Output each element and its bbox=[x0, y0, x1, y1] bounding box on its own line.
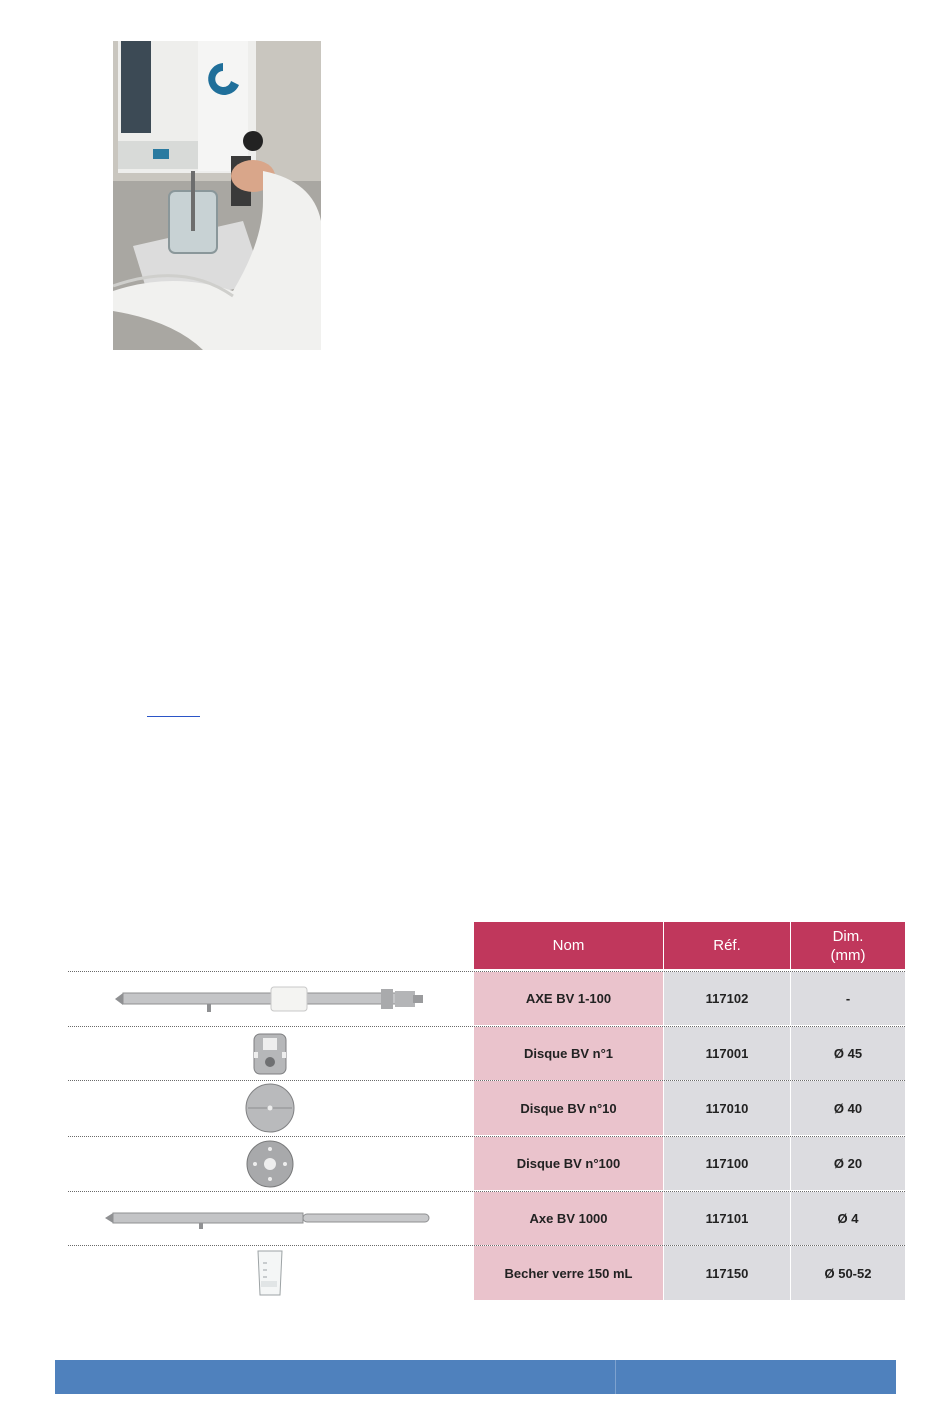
disc-bv-100-image bbox=[68, 1137, 472, 1190]
row-dim: Ø 45 bbox=[791, 1027, 905, 1080]
row-ref: 117001 bbox=[664, 1027, 790, 1080]
header-name-label: Nom bbox=[552, 937, 585, 954]
header-dim-line1: Dim. bbox=[832, 927, 864, 945]
row-name: Disque BV n°10 bbox=[474, 1081, 663, 1135]
header-ref-label: Réf. bbox=[713, 937, 741, 954]
header-name bbox=[474, 922, 663, 969]
axle-bv-1-100-image bbox=[68, 972, 472, 1025]
row-dim: Ø 50-52 bbox=[791, 1246, 905, 1300]
row-dim: Ø 20 bbox=[791, 1137, 905, 1190]
glass-beaker-image bbox=[68, 1246, 472, 1300]
header-dim-line2: (mm) bbox=[830, 946, 866, 964]
footer-bar bbox=[55, 1360, 896, 1394]
table-row bbox=[68, 1192, 905, 1245]
row-name: Axe BV 1000 bbox=[474, 1192, 663, 1245]
table-row bbox=[68, 1027, 905, 1080]
table-row bbox=[68, 1246, 905, 1300]
disc-bv-10-image bbox=[68, 1081, 472, 1135]
disc-bv-1-image bbox=[68, 1027, 472, 1080]
row-name: Disque BV n°100 bbox=[474, 1137, 663, 1190]
axle-bv-1000-image bbox=[68, 1192, 472, 1245]
table-row bbox=[68, 972, 905, 1025]
header-ref bbox=[664, 922, 790, 969]
row-dim: Ø 4 bbox=[791, 1192, 905, 1245]
table-row bbox=[68, 1137, 905, 1190]
table-row bbox=[68, 1081, 905, 1135]
table-header-row bbox=[68, 922, 905, 969]
row-name: AXE BV 1-100 bbox=[474, 972, 663, 1025]
row-ref: 117102 bbox=[664, 972, 790, 1025]
row-name: Becher verre 150 mL bbox=[474, 1246, 663, 1300]
row-ref: 117010 bbox=[664, 1081, 790, 1135]
lab-photo bbox=[113, 41, 321, 350]
row-dim: - bbox=[791, 972, 905, 1025]
row-name: Disque BV n°1 bbox=[474, 1027, 663, 1080]
row-dim: Ø 40 bbox=[791, 1081, 905, 1135]
row-ref: 117100 bbox=[664, 1137, 790, 1190]
header-dim bbox=[791, 922, 905, 969]
hyperlink-underline[interactable] bbox=[147, 716, 200, 717]
row-ref: 117101 bbox=[664, 1192, 790, 1245]
footer-divider bbox=[615, 1360, 616, 1394]
row-ref: 117150 bbox=[664, 1246, 790, 1300]
